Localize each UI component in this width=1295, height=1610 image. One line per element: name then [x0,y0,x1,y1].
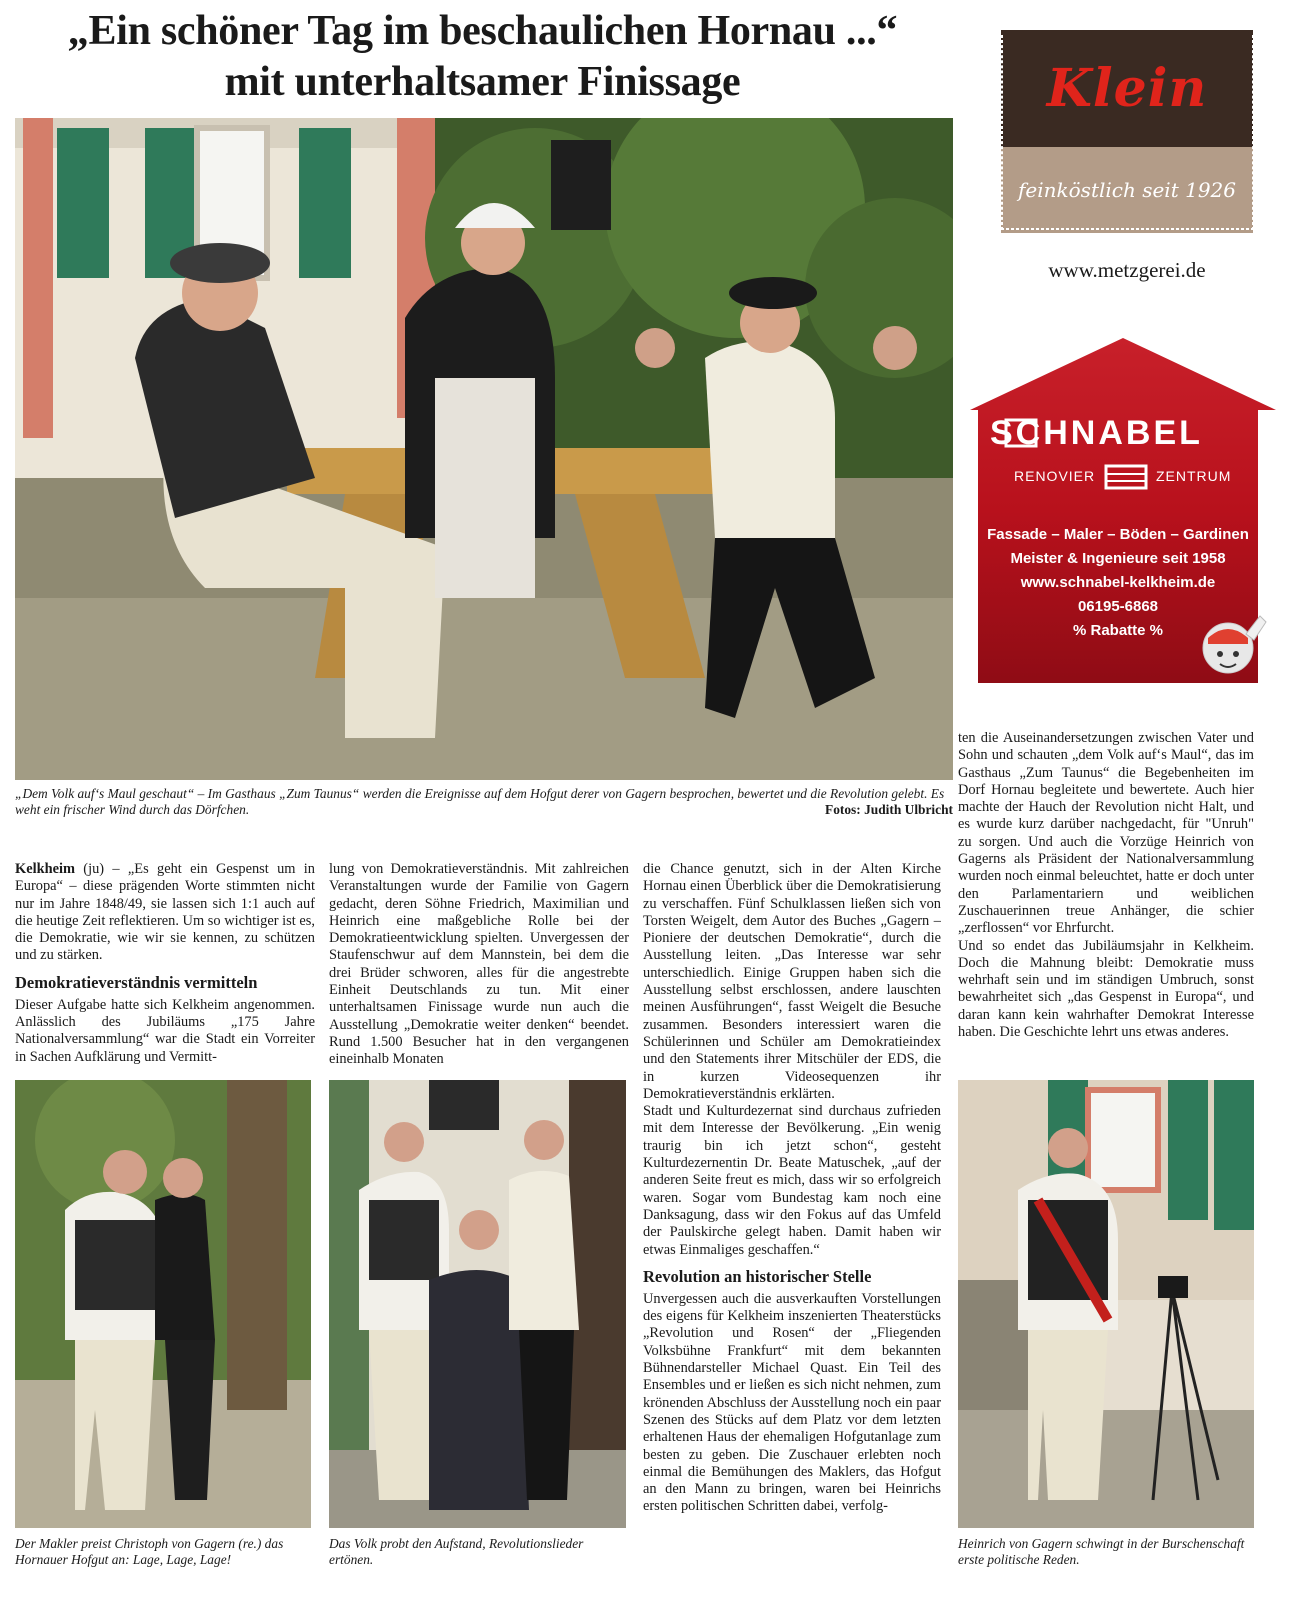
article-col3-paragraph-2: Stadt und Kulturdezernat sind durchaus zufrieden mit dem Interesse der Bevölkerung. „Ein wenig traurig bin ich jetzt schon“, gesteht Kulturdezernentin Dr. Beate Matuschek, „auf der anderen Seite freut es mich, dass wir so erfolgreich waren. Sogar vom Bundestag kam noch eine Danksagung, dass wir den Fokus auf das Umfeld der Paulskirche gelegt haben. Damit haben wir etwas Einmaliges geschaffen.“ [643,1103,941,1258]
photo-volk [329,1080,626,1528]
schnabel-since: Meister & Ingenieure seit 1958 [1010,550,1226,567]
intro-text: (ju) – „Es geht ein Gespenst um in Europa“ – diese prägenden Worte stimmten nicht nur im Jahre 1848/49, sie lassen sich 1:1 auch auf die heutige Zeit reflektieren. Um so wichtiger ist es, die Demokratie, wie wir sie kennen, zu schützen und zu stärken. [15,861,315,964]
subheading-demokratieverstaendnis: Demokratieverständnis vermitteln [15,972,258,992]
article-col1-paragraph: Dieser Aufgabe hatte sich Kelkheim angenommen. Anlässlich des Jubiläums „175 Jahre Nationalversammlung“ war die Stadt ein Vorreiter in Sachen Aufklärung und Vermitt- [15,996,315,1065]
schnabel-url: www.schnabel-kelkheim.de [1020,574,1216,591]
article-column-1 [15,861,315,1066]
photo-makler-illustration [15,1080,311,1528]
photo-volk-caption: Das Volk probt den Aufstand, Revolutionslieder ertönen. [329,1536,584,1567]
klein-ad-logo-panel [1001,30,1253,147]
article-col4-paragraph-1: ten die Auseinandersetzungen zwischen Vater und Sohn und schauten „dem Volk auf‘s Maul“, das im Gasthaus „Zum Taunus“ die Begebenheiten im Dorf Hornau begleitete und bewertete. Auch hier machte der Hauch der Revolution nicht Halt, und es wurde kurz darüber nachgedacht, für "Unruh" zu sorgen. Und auch die Vorzüge Heinrich von Gagerns als Präsident der Nationalversammlung wurden noch einmal beleuchtet, hatte er doch unter den Parlamentariern und weiblichen Zuschauerinnen treue Anhänger, die schier „zerflossen“ vor Ehrfurcht. [958,730,1254,937]
schnabel-brand: SCHNABEL [990,414,1203,452]
main-photo-illustration [15,118,953,780]
photo-heinrich-caption: Heinrich von Gagern schwingt in der Burschenschaft erste politische Reden. [958,1536,1245,1567]
headline-line-2: mit unterhaltsamer Finissage [224,59,741,105]
schnabel-sub-left: RENOVIER [1014,468,1096,484]
klein-ad-slogan-panel [1001,147,1253,233]
article-col4-paragraph-2: Und so endet das Jubiläumsjahr in Kelkheim. Doch die Mahnung bleibt: Demokratie muss wehrhaft sein und im ständigen Umbruch, sonst bewahrheitet sich „das Gespenst in Europa“, und daran kann kein wahrhafter Demokrat Interesse haben. Die Geschichte lehrt uns etwas anderes. [958,937,1254,1041]
article-col3-paragraph-1: die Chance genutzt, sich in der Alten Kirche Hornau einen Überblick über die Demokratisierung zu verschaffen. Fünf Schulklassen ließen sich von Torsten Weigelt, dem Autor des Buches „Gagern – Pioniere der deutschen Demokratie“, durch die Ausstellung leiten. „Das Interesse war sehr unterschiedlich. Einige Gruppen haben sich die Ausstellung selbst erschlossen, andere lauschten meinen Ausführungen“, fasst Weigelt die Besuche zusammen. Besonders interessiert waren die Schülerinnen und Schüler am Demokratieindex und den Statements ihrer Mitschüler der EDS, die in kurzen Videosequenzen ihr Demokratieverständnis erklärten. [643,861,941,1102]
klein-stitch-left [1001,35,1003,230]
photo-heinrich-illustration [958,1080,1254,1528]
photo-heinrich [958,1080,1254,1528]
photo-volk-illustration [329,1080,626,1528]
main-photo-caption [15,786,953,818]
article-col2-paragraph: lung von Demokratieverständnis. Mit zahlreichen Veranstaltungen wurde der Familie von Gagern gedacht, deren Söhne Friedrich, Maximilian und Heinrich eine maßgebliche Rolle bei der Demokratieentwicklung spielten. Unvergessen der Staufenschwur auf dem Mannstein, bei dem die drei Brüder schworen, alles für die angestrebte Einheit Deutschlands zu tun. Mit einer unterhaltsamen Finissage wurde nun auch die Ausstellung „Demokratie weiter denken“ beendet. Rund 1.500 Besucher hat in den vergangenen eineinhalb Monaten [329,861,629,1066]
headline-line-1: „Ein schöner Tag im beschaulichen Hornau ...“ [67,8,898,54]
photo-makler-caption: Der Makler preist Christoph von Gagern (re.) das Hornauer Hofgut an: Lage, Lage, Lage! [15,1536,284,1567]
klein-logo: Klein [1046,58,1208,119]
schnabel-offer: % Rabatte % [1072,622,1164,639]
main-photo [15,118,953,780]
main-caption-text: „Dem Volk auf‘s Maul geschaut“ – Im Gasthaus „Zum Taunus“ werden die Ereignisse auf dem Hofgut derer von Gagern besprochen, bewertet und die Revolution gelebt. Es weht ein frischer Wind durch das Dörfchen. [15,786,945,817]
article-column-3 [643,861,941,1603]
klein-stitch-right [1252,35,1254,230]
schnabel-phone: 06195-6868 [1077,598,1159,615]
schnabel-ad [970,338,1276,683]
klein-slogan: feinköstlich seit 1926 [1018,178,1236,202]
schnabel-services: Fassade – Maler – Böden – Gardinen [987,526,1249,543]
article-column-2 [329,861,629,1066]
article-intro [15,861,315,965]
dateline: Kelkheim [15,861,75,877]
schnabel-sub-right: ZENTRUM [1156,468,1232,484]
klein-stitch-bottom [1001,228,1254,230]
klein-url: www.metzgerei.de [1048,258,1206,282]
article-col3-paragraph-3: Unvergessen auch die ausverkauften Vorstellungen des eigens für Kelkheim inszenierten Theaterstücks „Revolution und Rosen“ der „Fliegenden Volksbühne Frankfurt“ mit dem bekannten Bühnendarsteller Michael Quast. Ein Teil des Ensembles und er ließen es sich nicht nehmen, zum krönenden Abschluss der Ausstellung noch ein paar Szenen des Stücks auf dem Platz vor dem letzten erhaltenen Haus der ehemaligen Hofgutanlage zum besten zu geben. Die Zuschauer erlebten noch einmal die Bemühungen des Maklers, das Hofgut an den Mann zu bringen, waren bei Heinrichs ersten politischen Schritten dabei, verfolg- [643,1290,941,1515]
article-column-4 [958,730,1254,1075]
headline [15,6,950,108]
photo-credit: Fotos: Judith Ulbricht [825,802,953,817]
photo-makler [15,1080,311,1528]
subheading-revolution: Revolution an historischer Stelle [643,1266,872,1286]
